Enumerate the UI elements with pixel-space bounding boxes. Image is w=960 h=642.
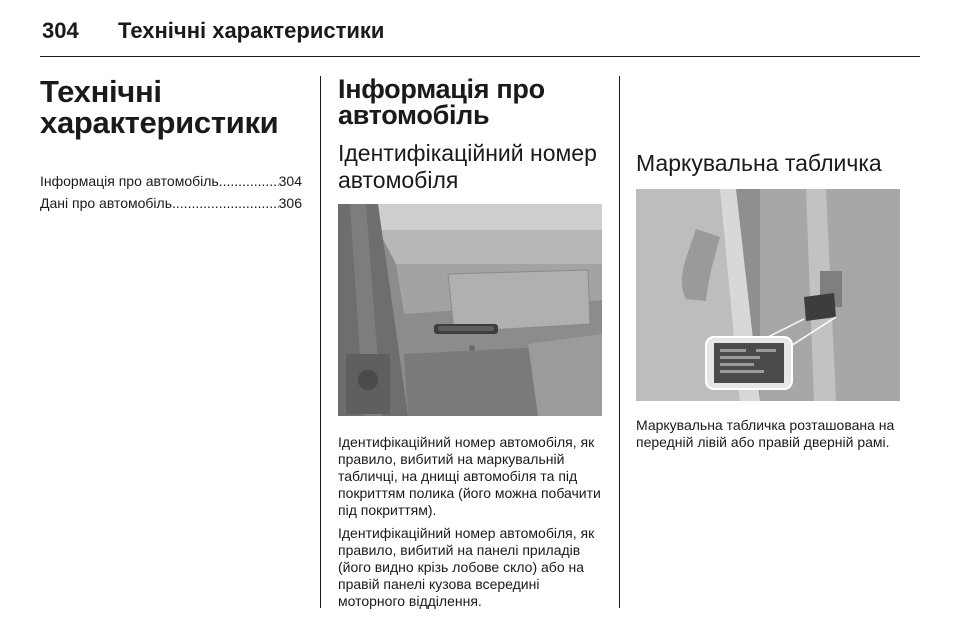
running-title: Технічні характеристики xyxy=(118,18,385,43)
chapter-title: Технічні характеристики xyxy=(40,74,279,140)
chapter-column xyxy=(40,76,302,214)
vin-location-illustration xyxy=(338,204,602,416)
plate-heading: Маркувальна табличка xyxy=(636,150,882,176)
section-title: Інформація про автомобіль xyxy=(338,74,545,130)
plate-column xyxy=(636,76,906,451)
vehicle-info-column xyxy=(338,76,604,610)
plate-text: Маркувальна табличка розташована на передній лівій або правій дверній рамі. xyxy=(636,417,895,450)
column-divider-1 xyxy=(320,76,321,608)
plate-location-illustration xyxy=(636,189,900,401)
column-divider-2 xyxy=(619,76,620,608)
toc-entry-page: 306 xyxy=(278,195,302,211)
vin-paragraph-2: Ідентифікаційний номер автомобіля, як правило, вибитий на панелі приладів (його видно крізь лобове скло) або на правій панелі кузова всередині моторного відділення. xyxy=(338,525,595,609)
toc-entry[interactable] xyxy=(40,170,302,192)
toc-leader xyxy=(172,192,279,214)
vin-heading: Ідентифікаційний номер автомобіля xyxy=(338,140,597,193)
vin-paragraph-1: Ідентифікаційний номер автомобіля, як правило, вибитий на маркувальній табличці, на днищі автомобіля та під покриттям полика (його можна побачити під покриттям). xyxy=(338,434,601,518)
toc-entry-label: Дані про автомобіль xyxy=(40,195,173,211)
toc-entry[interactable] xyxy=(40,192,302,214)
page-number: 304 xyxy=(42,18,79,43)
toc-entry-label: Інформація про автомобіль xyxy=(40,173,219,189)
toc-entry-page: 304 xyxy=(278,173,302,189)
plate-location-image xyxy=(636,189,900,401)
vin-location-image xyxy=(338,204,602,416)
toc-leader xyxy=(219,170,279,192)
page-header xyxy=(40,12,920,58)
header-rule xyxy=(40,56,920,57)
